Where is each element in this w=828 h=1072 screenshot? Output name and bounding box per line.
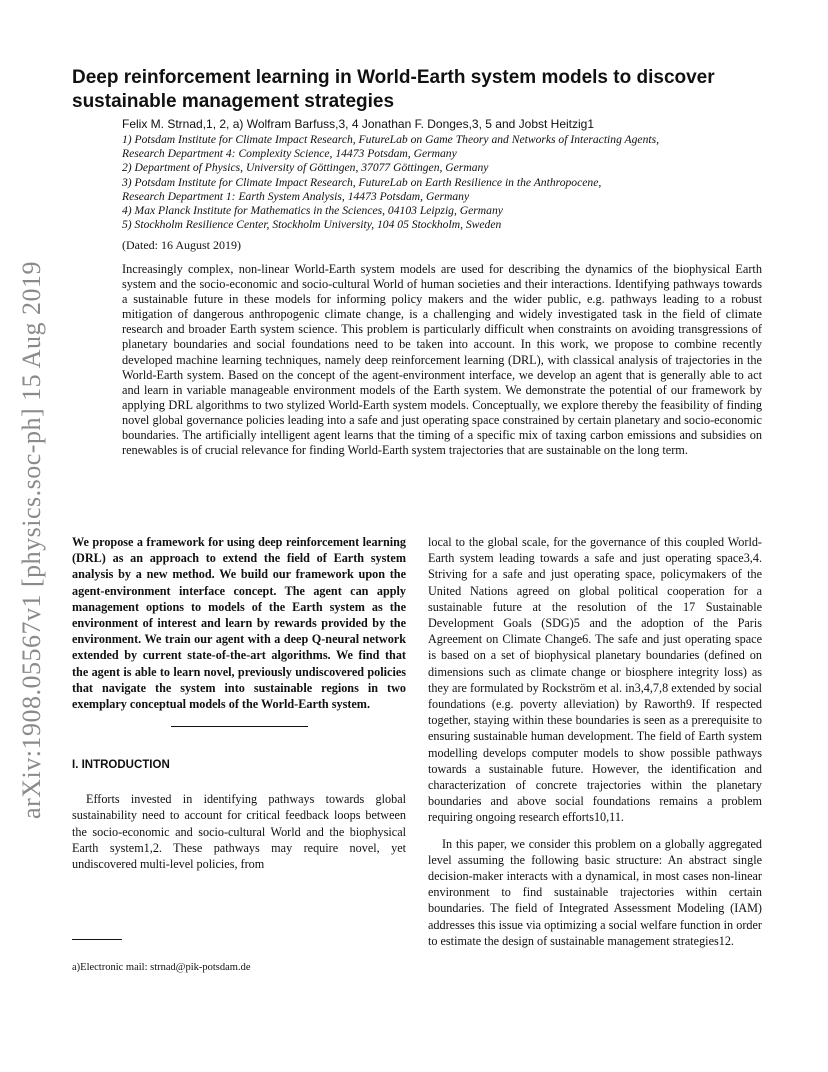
- lead-paragraph: We propose a framework for using deep reinforcement learning (DRL) as an approach to extend the field of Earth system analysis by a new method. We build our framework upon the agent-environment interface concept. The agent can apply management options to models of the Earth system as the environment of interest and learn by rewards provided by the environment. We train our agent with a deep Q-neural network extended by current state-of-the-art algorithms. We find that the agent is able to learn novel, previously undiscovered policies that navigate the system into sustainable regions in two exemplary conceptual models of the World-Earth system.: [72, 535, 406, 712]
- affiliation-line: 3) Potsdam Institute for Climate Impact Research, FutureLab on Earth Resilience in the Anthropocene,: [122, 175, 602, 189]
- intro-paragraph: Efforts invested in identifying pathways towards global sustainability need to account for critical feedback loops between the socio-economic and socio-cultural World and the biophysical Earth system1,2. These pathways may require novel, yet undiscovered multi-level policies, from: [72, 792, 406, 872]
- footnote-rule: [72, 939, 122, 940]
- arxiv-id: arXiv:1908.05567v1 [physics.soc-ph] 15 Aug 2019: [17, 261, 46, 819]
- date-line: (Dated: 16 August 2019): [122, 238, 241, 252]
- section-heading: I. INTRODUCTION: [72, 759, 170, 772]
- body-paragraph: local to the global scale, for the governance of this coupled World-Earth system leading towards a safe and just operating space3,4. Striving for a safe and just operating space, policymakers of the United Nations agreed on global political cooperation for a sustainable future at the resolution of the 17 Sustainable Development Goals (SDG)5 and the adoption of the Paris Agreement on Climate Change6. The safe and just operating space is based on a set of biophysical planetary boundaries (defined on dimensions such as climate change or biosphere integrity loss) as they are formulated by Rockström et al. in3,4,7,8 extended by social foundations (e.g. poverty alleviation) by Raworth9. If respected together, staying within these boundaries is seen as a prerequisite to ensuring sustainable human development. The field of Earth system modelling develops computer models to show possible pathways towards a sustainable future. However, the identification and characterization of concrete trajectories within the planetary boundaries and above social foundations remains a problem requiring ongoing research efforts10,11.: [428, 535, 762, 825]
- body-paragraph: In this paper, we consider this problem on a globally aggregated level assuming the following basic structure: An abstract single decision-maker interacts with a dynamical, in most cases non-linear environment to find sustainable trajectories within certain boundaries. The field of Integrated Assessment Modeling (IAM) addresses this issue via optimizing a social welfare function in order to estimate the design of sustainable management strategies12.: [428, 836, 762, 948]
- affiliation-line: 2) Department of Physics, University of Göttingen, 37077 Göttingen, Germany: [122, 161, 489, 175]
- arxiv-sidebar-stamp: [12, 220, 52, 860]
- right-column: [428, 534, 762, 949]
- affiliation-line: 1) Potsdam Institute for Climate Impact Research, FutureLab on Game Theory and Networks of Interacting Agents,: [122, 133, 660, 146]
- affiliation-line: Research Department 4: Complexity Science, 14473 Potsdam, Germany: [122, 147, 457, 161]
- affiliation-line: 4) Max Planck Institute for Mathematics in the Sciences, 04103 Leipzig, Germany: [122, 204, 503, 218]
- paper-title: Deep reinforcement learning in World-Earth system models to discover sustainable management strategies: [72, 67, 715, 112]
- left-column: [72, 534, 406, 872]
- affiliation-line: 5) Stockholm Resilience Center, Stockholm University, 104 05 Stockholm, Sweden: [122, 218, 502, 232]
- separator-rule: [171, 726, 308, 727]
- author-list: Felix M. Strnad,1, 2, a) Wolfram Barfuss,3, 4 Jonathan F. Donges,3, 5 and Jobst Heitzig1: [122, 117, 595, 131]
- abstract: Increasingly complex, non-linear World-Earth system models are used for describing the dynamics of the biophysical Earth system and the socio-economic and socio-cultural World of human societies and their interactions. Identifying pathways towards a sustainable future in these models for informing policy makers and the wider public, e.g. pathways leading to a robust mitigation of dangerous anthropogenic climate change, is a challenging and widely investigated task in the field of climate research and broader Earth system science. This problem is particularly difficult when constraints on avoiding transgressions of planetary boundaries and social foundations need to be taken into account. In this work, we propose to combine recently developed machine learning techniques, namely deep reinforcement learning (DRL), with classical analysis of trajectories in the World-Earth system. Based on the concept of the agent-environment interface, we develop an agent that is generally able to act and learn in variable manageable environment models of the Earth system. We demonstrate the potential of our framework by applying DRL algorithms to two stylized World-Earth system models. Conceptually, we explore thereby the feasibility of finding novel global governance policies leading into a safe and just operating space constrained by certain planetary and socio-economic boundaries. The artificially intelligent agent learns that the timing of a specific mix of taxing carbon emissions and subsidies on renewables is of crucial relevance for finding World-Earth system trajectories that are sustainable on the long term.: [122, 262, 762, 458]
- affiliation-line: Research Department 1: Earth System Analysis, 14473 Potsdam, Germany: [122, 189, 470, 203]
- footnote: a)Electronic mail: strnad@pik-potsdam.de: [72, 962, 251, 973]
- affiliations: [122, 133, 772, 232]
